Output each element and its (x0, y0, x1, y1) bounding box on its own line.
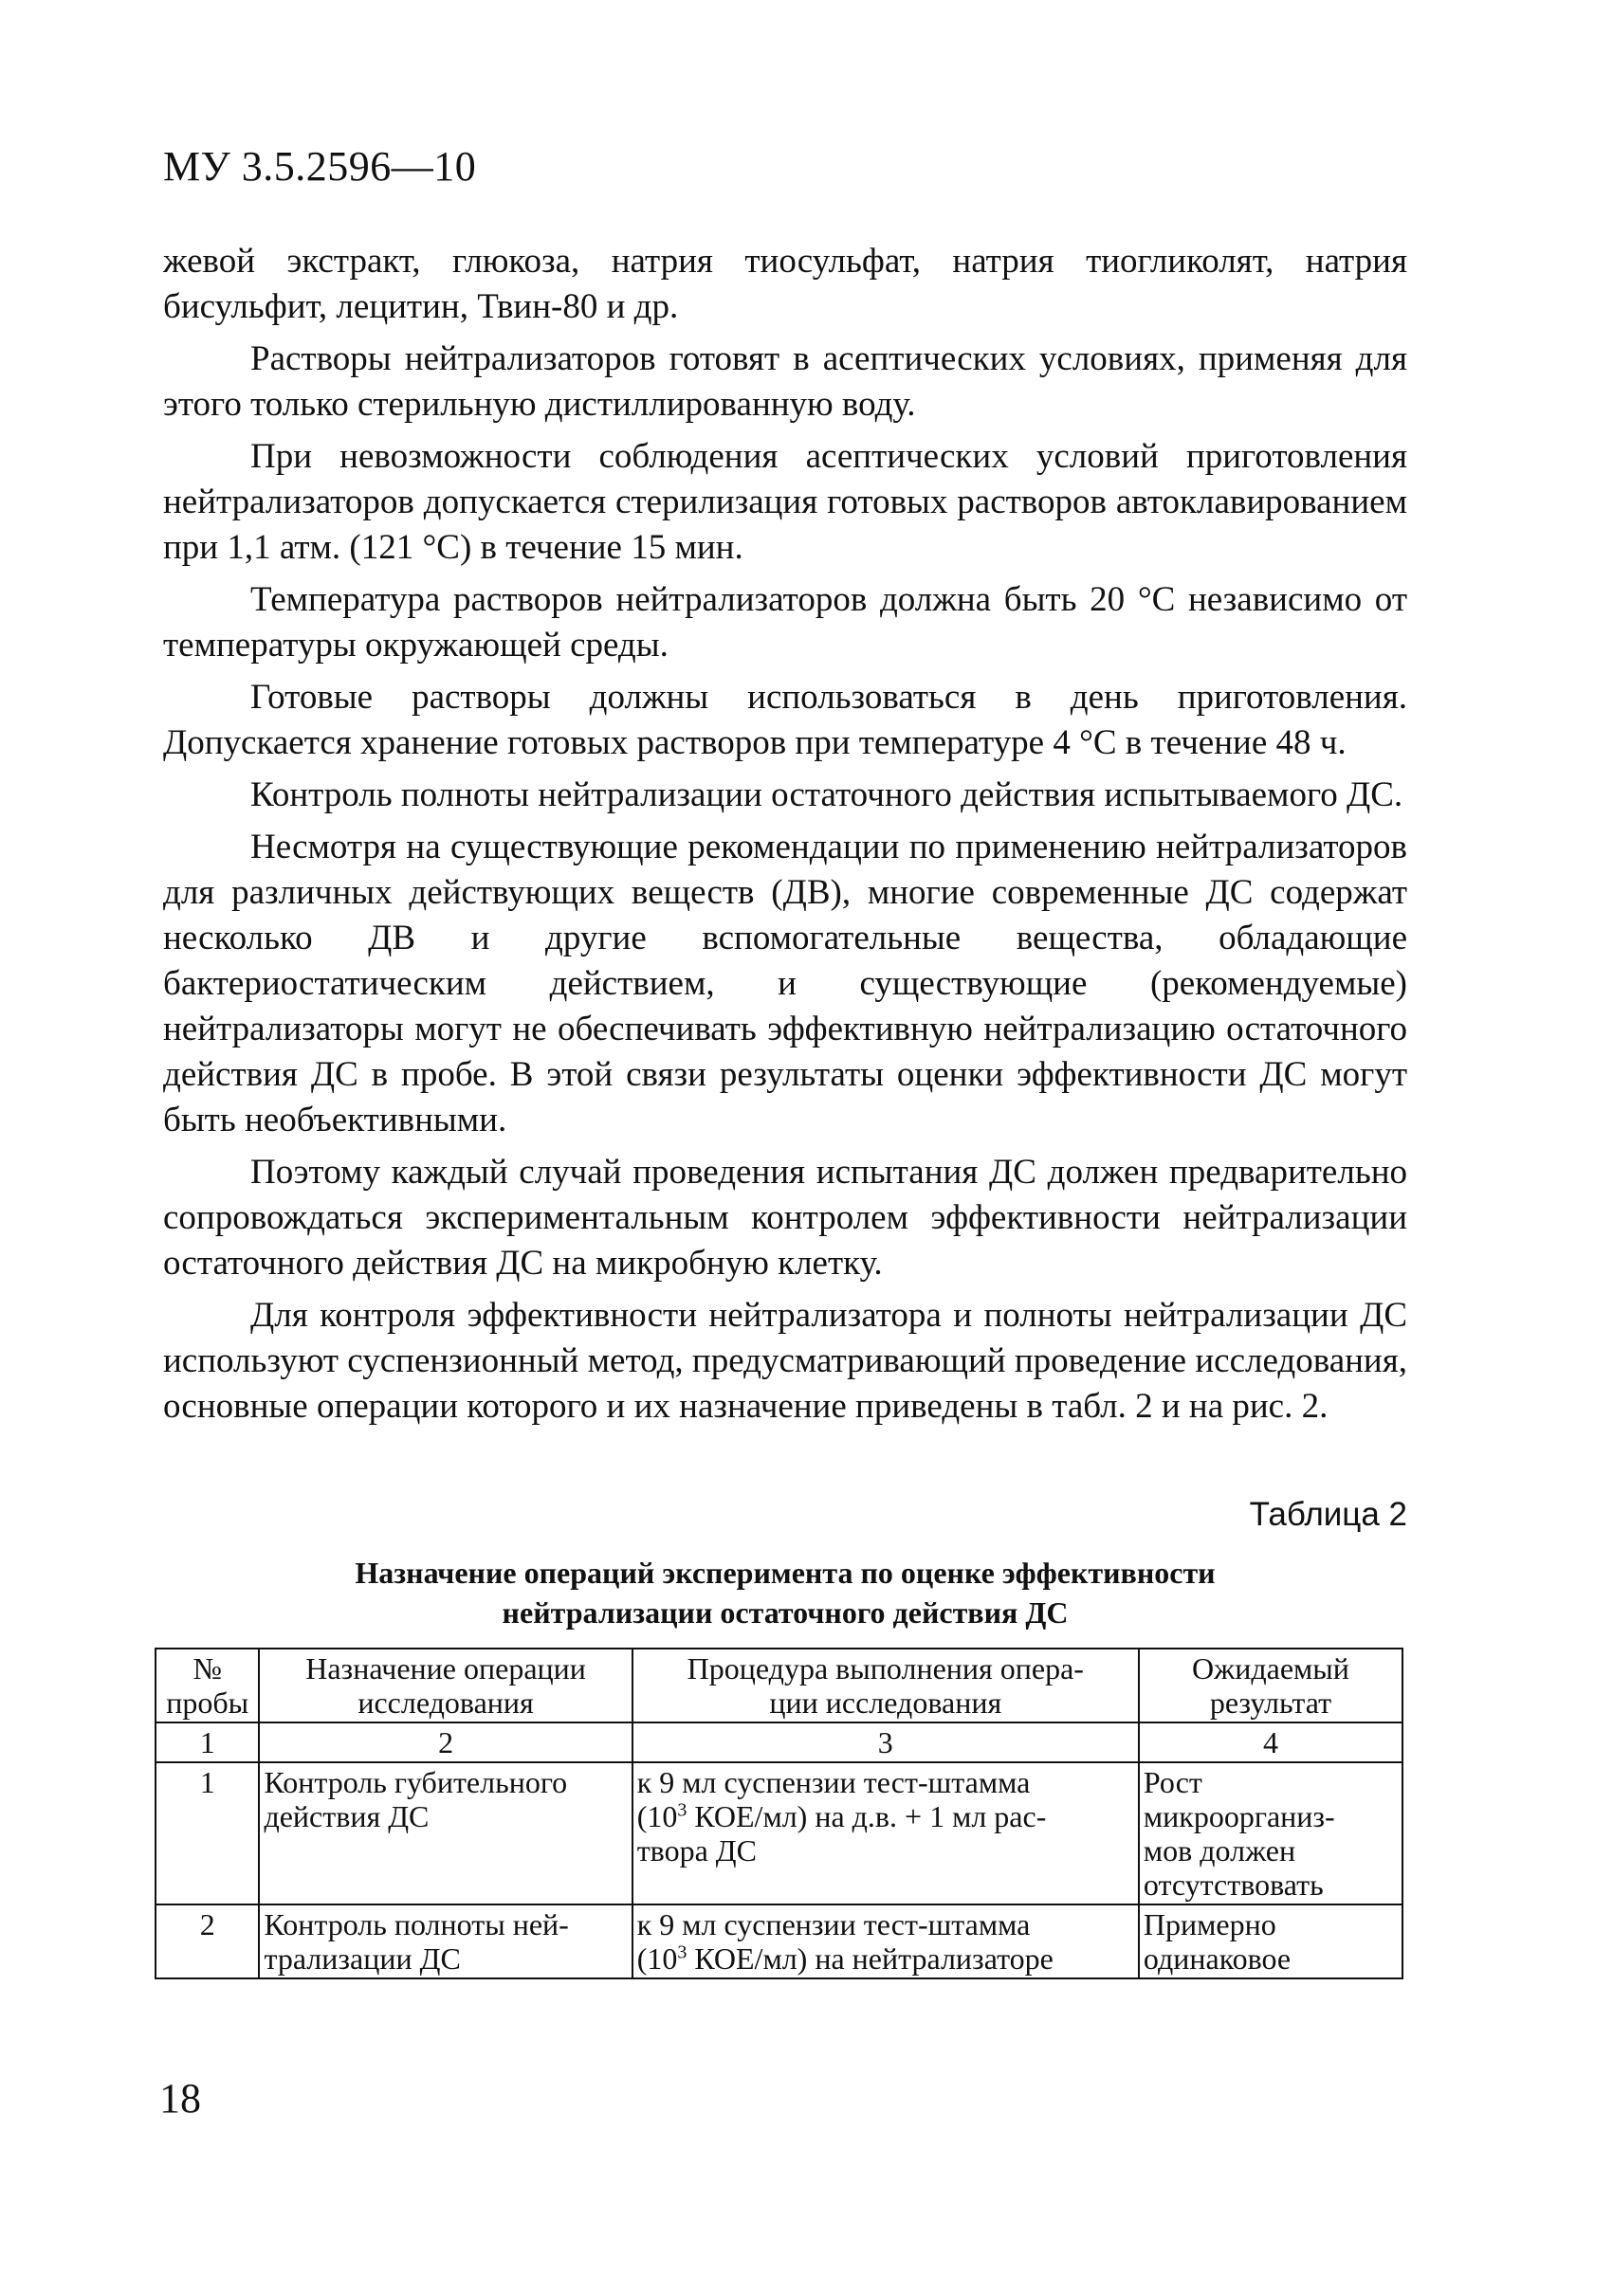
sample-number-cell: 1 (156, 1762, 259, 1904)
purpose-cell: Контроль полноты ней- трализации ДС (259, 1904, 632, 1978)
header-procedure: Процедура выполнения опера- ции исследования (632, 1649, 1139, 1722)
table-title-line-2: нейтрализации остаточного действия ДС (502, 1595, 1069, 1630)
column-number: 1 (156, 1722, 259, 1762)
column-number: 2 (259, 1722, 632, 1762)
paragraph-4: Температура растворов нейтрализаторов должна быть 20 °С независимо от температуры окружающей среды. (163, 580, 1407, 665)
expected-result-cell: Рост микроорганиз- мов должен отсутствовать (1139, 1762, 1402, 1904)
header-sample-number: № пробы (156, 1649, 259, 1722)
column-number: 4 (1139, 1722, 1402, 1762)
table-title (163, 1553, 1407, 1632)
header-expected-result: Ожидаемый результат (1139, 1649, 1402, 1722)
paragraph-6: Контроль полноты нейтрализации остаточного действия испытываемого ДС. (250, 775, 1403, 814)
procedure-cell: к 9 мл суспензии тест-штамма ($10^3$ КОЕ/мл) на д.в. + 1 мл рас- твора ДС (632, 1762, 1139, 1904)
paragraph-2: Растворы нейтрализаторов готовят в асептических условиях, применяя для этого только стерильную дистиллированную воду. (163, 339, 1407, 424)
paragraph-7: Несмотря на существующие рекомендации по применению нейтрализаторов для различных действующих веществ (ДВ), многие современные ДС содержат несколько ДВ и другие вспомогательные вещества, обладающие бактериостатическим действием, и существующие (рекомендуемые) нейтрализаторы могут не обеспечивать эффективную нейтрализацию остаточного действия ДС в пробе. В этой связи результаты оценки эффективности ДС могут быть необъективными. (163, 828, 1407, 1139)
table-row (156, 1904, 1402, 1978)
sample-number-cell: 2 (156, 1904, 259, 1978)
table-column-numbers-row (156, 1722, 1402, 1762)
paragraph-5: Готовые растворы должны использоваться в день приготовления. Допускается хранение готовых растворов при температуре 4 °С в течение 48 ч. (163, 678, 1407, 762)
header-operation-purpose: Назначение операции исследования (259, 1649, 632, 1722)
page-number: 18 (159, 2075, 201, 2122)
table-label: Таблица 2 (1249, 1496, 1407, 1533)
paragraph-9: Для контроля эффективности нейтрализатора и полноты нейтрализации ДС используют суспензионный метод, предусматривающий проведение исследования, основные операции которого и их назначение приведены в табл. 2 и на рис. 2. (163, 1296, 1407, 1426)
paragraph-1: жевой экстракт, глюкоза, натрия тиосульфат, натрия тиогликолят, натрия бисульфит, лецитин, Твин-80 и др. (163, 242, 1407, 326)
paragraph-3: При невозможности соблюдения асептических условий приготовления нейтрализаторов допускается стерилизация готовых растворов автоклавированием при 1,1 атм. (121 °С) в течение 15 мин. (163, 437, 1407, 567)
body-text (163, 239, 1407, 1436)
purpose-cell: Контроль губительного действия ДС (259, 1762, 632, 1904)
table-header-row (156, 1649, 1402, 1722)
table-title-line-1: Назначение операций эксперимента по оценке эффективности (355, 1556, 1216, 1590)
table-row (156, 1762, 1402, 1904)
operations-table (155, 1648, 1403, 1979)
expected-result-cell: Примерно одинаковое (1139, 1904, 1402, 1978)
column-number: 3 (632, 1722, 1139, 1762)
procedure-cell: к 9 мл суспензии тест-штамма ($10^3$ КОЕ/мл) на нейтрализаторе (632, 1904, 1139, 1978)
paragraph-8: Поэтому каждый случай проведения испытания ДС должен предварительно сопровождаться экспериментальным контролем эффективности нейтрализации остаточного действия ДС на микробную клетку. (163, 1153, 1407, 1283)
document-code: МУ 3.5.2596—10 (163, 143, 477, 190)
